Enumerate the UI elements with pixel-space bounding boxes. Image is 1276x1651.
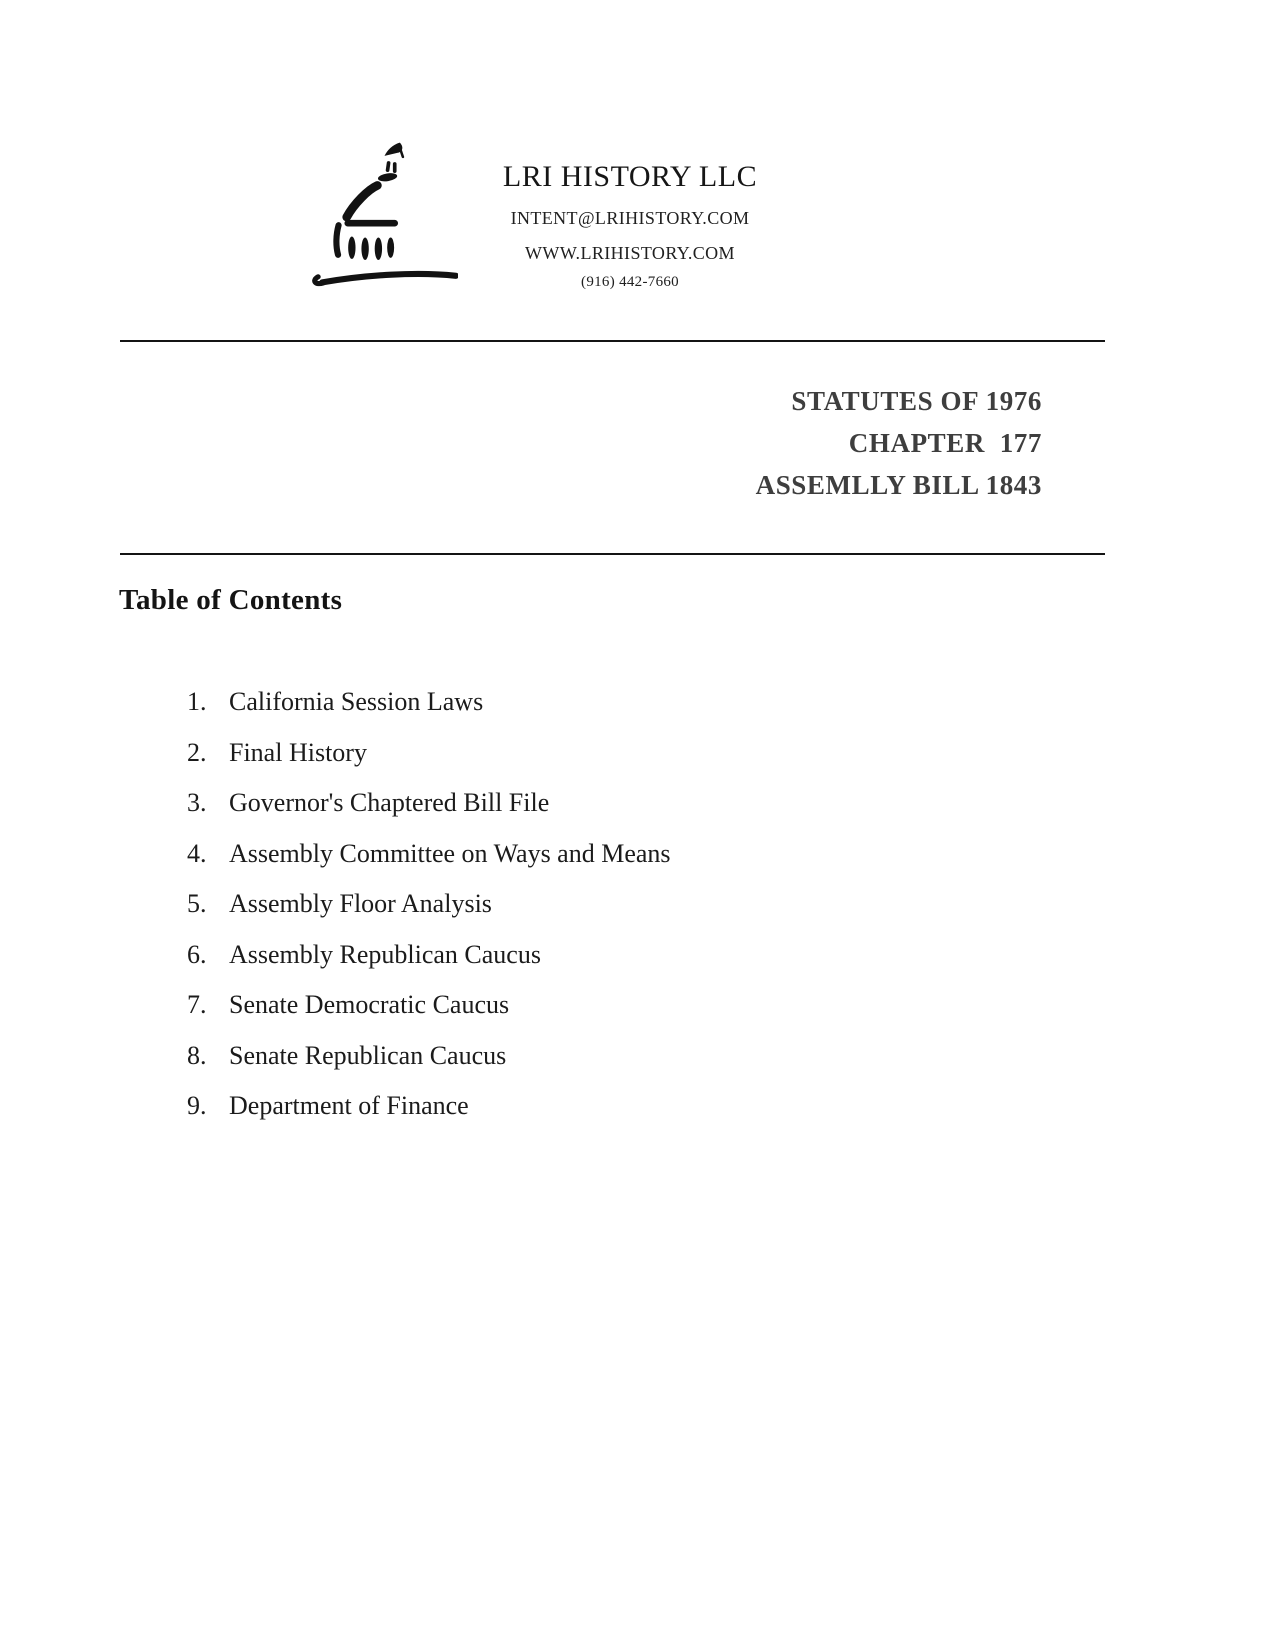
company-website: WWW.LRIHISTORY.COM [525, 243, 735, 263]
toc-item-number: 8. [187, 1040, 207, 1070]
toc-item-label: Final History [229, 737, 367, 767]
toc-item-label: Senate Democratic Caucus [229, 990, 510, 1019]
toc-item-number: 3. [187, 788, 207, 817]
toc-item-label: Department of Finance [229, 1091, 469, 1120]
company-name: LRI HISTORY LLC [502, 160, 758, 193]
toc-item-number: 2. [187, 737, 207, 767]
horizontal-rule-top [120, 340, 1105, 342]
toc-item-label: Senate Republican Caucus [229, 1040, 507, 1070]
company-email: INTENT@LRIHISTORY.COM [510, 208, 750, 228]
toc-item-label: Assembly Committee on Ways and Means [229, 838, 671, 868]
company-phone: (916) 442-7660 [581, 274, 679, 290]
statute-year-line: STATUTES OF 1976 [791, 386, 1042, 416]
letterhead [430, 159, 830, 292]
toc-item-label: California Session Laws [229, 687, 484, 716]
toc-heading: Table of Contents [119, 584, 343, 616]
statute-chapter-line: CHAPTER 177 [848, 428, 1042, 458]
toc-item-number: 6. [187, 939, 207, 969]
toc-item-label: Assembly Floor Analysis [229, 889, 492, 918]
toc-item-number: 1. [187, 687, 207, 716]
toc-item-number: 4. [187, 838, 207, 868]
toc-item [148, 651, 671, 716]
toc-item-number: 5. [187, 889, 207, 918]
horizontal-rule-bottom [120, 553, 1105, 555]
toc-item-label: Assembly Republican Caucus [229, 939, 541, 969]
statute-bill-line: ASSEMLLY BILL 1843 [755, 470, 1042, 500]
statute-title-block [756, 380, 1042, 506]
toc-item-label: Governor's Chaptered Bill File [229, 788, 550, 817]
toc-item-number: 9. [187, 1091, 207, 1120]
toc-list [148, 651, 671, 1120]
toc-item-number: 7. [187, 990, 207, 1019]
